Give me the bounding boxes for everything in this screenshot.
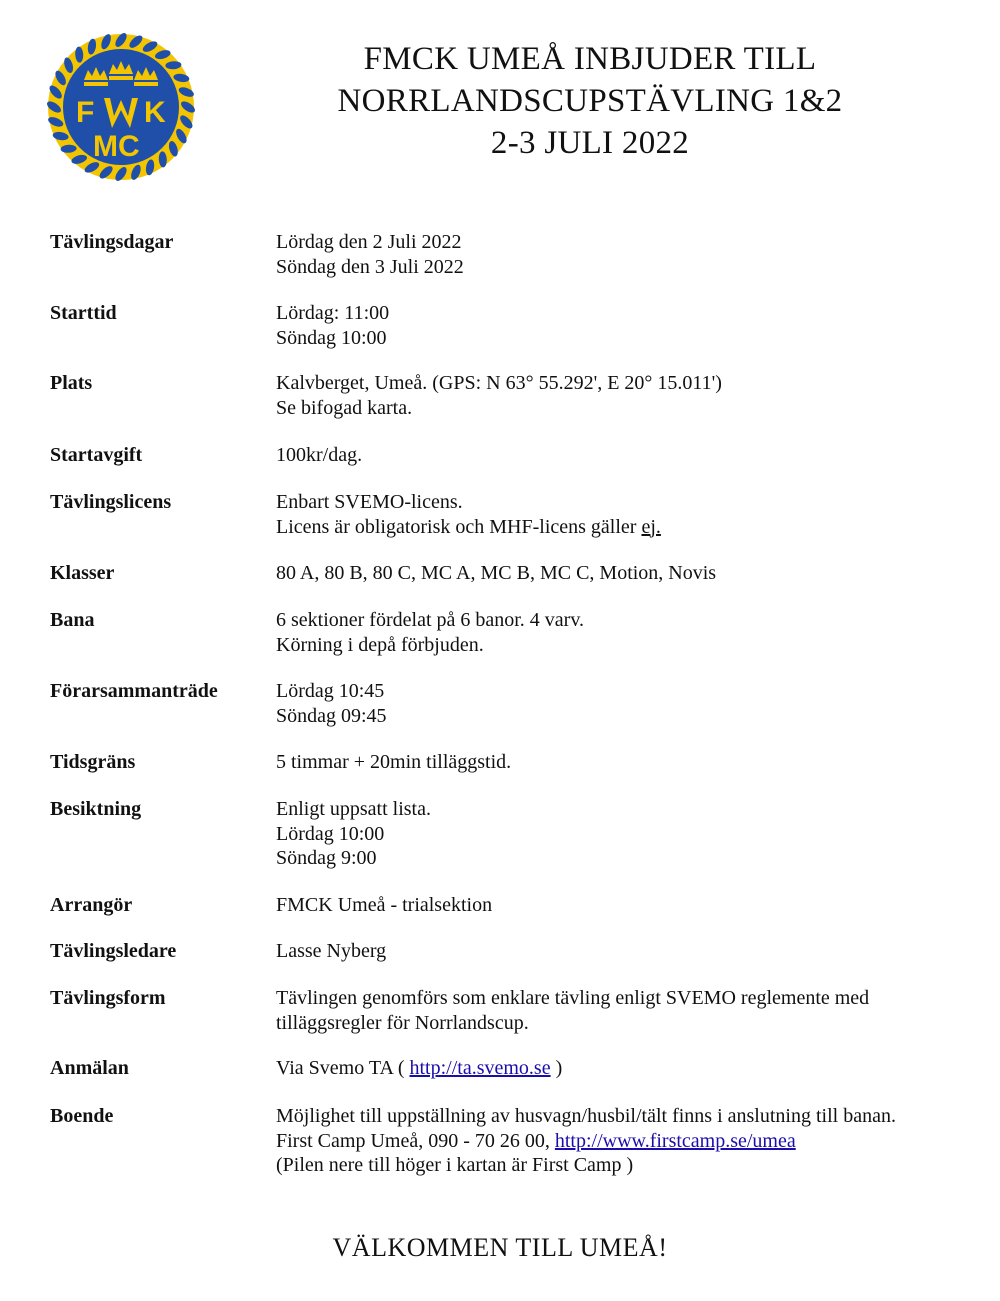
value-arrangor xyxy=(276,893,966,918)
value-tavlingslicens xyxy=(276,490,966,539)
value-line: Söndag 9:00 xyxy=(276,847,377,869)
title-line-2: NORRLANDSCUPSTÄVLING 1&2 xyxy=(337,83,843,119)
label-besiktning: Besiktning xyxy=(50,798,142,820)
svemo-ta-link[interactable]: http://ta.svemo.se xyxy=(409,1057,551,1079)
label-plats: Plats xyxy=(50,372,93,394)
logo-letter-f: F xyxy=(76,96,95,129)
value-line: Enbart SVEMO-licens. xyxy=(276,491,463,513)
value-line: 80 A, 80 B, 80 C, MC A, MC B, MC C, Motion, Novis xyxy=(276,562,717,584)
label-tavlingsform: Tävlingsform xyxy=(50,987,166,1009)
value-line: Lördag 10:45 xyxy=(276,680,385,702)
value-line: Lördag 10:00 xyxy=(276,822,385,845)
label-starttid: Starttid xyxy=(50,302,117,324)
title-line-1: FMCK UMEÅ INBJUDER TILL xyxy=(363,41,817,77)
value-line: Lasse Nyberg xyxy=(276,940,387,962)
value-anmalan xyxy=(276,1056,966,1081)
label-startavgift: Startavgift xyxy=(50,444,143,466)
logo-letters-mc: MC xyxy=(93,130,140,163)
value-startavgift xyxy=(276,443,966,468)
value-line: Körning i depå förbjuden. xyxy=(276,633,484,656)
value-text: Licens är obligatorisk och MHF-licens gäller xyxy=(276,515,642,538)
value-line: Kalvberget, Umeå. (GPS: N 63° 55.292', E 20° 15.011') xyxy=(276,372,722,394)
label-klasser: Klasser xyxy=(50,562,115,584)
value-line: Lördag den 2 Juli 2022 xyxy=(276,231,462,253)
value-line: Lördag: 11:00 xyxy=(276,302,390,324)
value-tavlingsform xyxy=(276,986,966,1035)
value-text: ) xyxy=(550,1057,563,1079)
value-text: Via Svemo TA ( xyxy=(276,1057,410,1079)
page-title xyxy=(230,38,950,164)
value-boende xyxy=(276,1104,966,1178)
value-line xyxy=(276,515,966,540)
label-bana: Bana xyxy=(50,609,95,631)
value-line: 5 timmar + 20min tilläggstid. xyxy=(276,751,512,773)
label-arrangor: Arrangör xyxy=(50,894,133,916)
value-line: 100kr/dag. xyxy=(276,444,363,466)
value-starttid xyxy=(276,301,966,350)
fmck-logo xyxy=(46,32,196,182)
value-tidsgrans xyxy=(276,750,966,775)
value-tavlingsledare xyxy=(276,939,966,964)
value-line: Tävlingen genomförs som enklare tävling enligt SVEMO reglemente med xyxy=(276,987,870,1009)
value-line xyxy=(276,1056,966,1081)
label-tavlingslicens: Tävlingslicens xyxy=(50,491,172,513)
value-line xyxy=(276,1129,966,1154)
value-line: (Pilen nere till höger i kartan är First Camp ) xyxy=(276,1154,634,1176)
value-besiktning xyxy=(276,797,966,871)
title-line-3: 2-3 JULI 2022 xyxy=(490,125,690,161)
value-line: Se bifogad karta. xyxy=(276,396,413,419)
value-plats xyxy=(276,371,966,420)
label-forarsammantrade: Förarsammanträde xyxy=(50,680,218,702)
value-tavlingsdagar xyxy=(276,230,966,279)
value-line: Söndag 10:00 xyxy=(276,326,387,349)
value-line: Söndag den 3 Juli 2022 xyxy=(276,255,464,278)
logo-letter-k: K xyxy=(144,96,166,129)
value-line: Söndag 09:45 xyxy=(276,704,387,727)
underlined-text: ej. xyxy=(641,515,661,538)
value-line: Möjlighet till uppställning av husvagn/husbil/tält finns i anslutning till banan. xyxy=(276,1105,896,1127)
firstcamp-link[interactable]: http://www.firstcamp.se/umea xyxy=(554,1129,796,1152)
value-forarsammantrade xyxy=(276,679,966,728)
welcome-text: VÄLKOMMEN TILL UMEÅ! xyxy=(332,1233,668,1262)
value-klasser xyxy=(276,561,966,586)
value-bana xyxy=(276,608,966,657)
label-boende: Boende xyxy=(50,1105,114,1127)
value-line: Enligt uppsatt lista. xyxy=(276,798,431,820)
value-line: FMCK Umeå - trialsektion xyxy=(276,894,493,916)
label-tavlingsdagar: Tävlingsdagar xyxy=(50,231,174,253)
value-text: First Camp Umeå, 090 - 70 26 00, xyxy=(276,1129,555,1152)
value-line: 6 sektioner fördelat på 6 banor. 4 varv. xyxy=(276,609,585,631)
label-anmalan: Anmälan xyxy=(50,1057,129,1079)
label-tidsgrans: Tidsgräns xyxy=(50,751,136,773)
value-line: tilläggsregler för Norrlandscup. xyxy=(276,1011,529,1034)
label-tavlingsledare: Tävlingsledare xyxy=(50,940,177,962)
